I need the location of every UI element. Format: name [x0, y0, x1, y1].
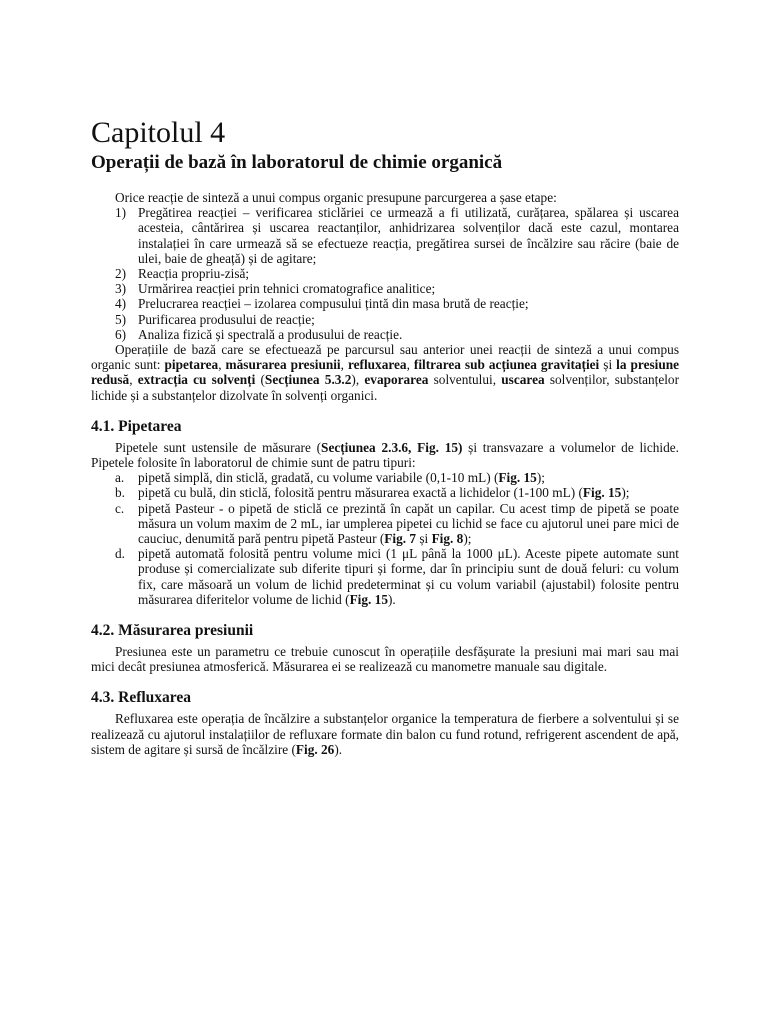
stages-list — [91, 205, 679, 342]
pipetarea-paragraph: Pipetele sunt ustensile de măsurare (Secțiunea 2.3.6, Fig. 15) și transvazare a volumelor de lichide. Pipetele folosite în laboratorul de chimie sunt de patru tipuri: — [91, 439, 679, 471]
list-item: a. pipetă simplă, din sticlă, gradată, cu volume variabile (0,1-10 mL) (Fig. 15); — [115, 470, 545, 486]
chapter-title: Operații de bază în laboratorul de chimie organică — [91, 152, 503, 173]
chapter-label: Capitolul 4 — [91, 116, 226, 149]
presiune-paragraph: Presiunea este un parametru ce trebuie cunoscut în operațiile desfășurate la presiuni mai mari sau mai mici decât presiunea atmosferică. Măsurarea ei se realizează cu manometre manuale sau digitale. — [91, 644, 679, 675]
document-page — [91, 116, 679, 757]
refluxare-paragraph: Refluxarea este operația de încălzire a substanțelor organice la temperatura de fierbere a solventului și se realizează cu ajutorul instalațiilor de refluxare formate din balon cu fund rotund, refrigerent ascendent de apă, sistem de agitare și sursă de încălzire (Fig. 26). — [91, 711, 679, 757]
list-item: c. pipetă Pasteur - o pipetă de sticlă ce prezintă în capăt un capilar. Cu acest timp de pipetă se poate măsura un volum maxim de 2 mL, iar umplerea pipetei cu lichid se face cu ajutorul unei pare mici de cauciuc, denumită pară pentru pipetă Pasteur (Fig. 7 și Fig. 8); — [115, 500, 679, 547]
list-item: 5) Purificarea produsului de reacție; — [115, 311, 315, 327]
list-item: 6) Analiza fizică și spectrală a produsului de reacție. — [115, 326, 403, 342]
list-item: b. pipetă cu bulă, din sticlă, folosită pentru măsurarea exactă a lichidelor (1-100 mL) (Fig. 15); — [115, 485, 630, 501]
list-item: 1) Pregătirea reacției – verificarea sticlăriei ce urmează a fi utilizată, curățarea, spălarea și uscarea acesteia, cântărirea și uscarea reactanților, anhidrizarea solvenților dacă este cazul, montarea instalației în care urmează să se efectueze reacția, pregătirea sursei de încălzire sau răcire (baie de ulei, baie de gheață) și de agitare; — [115, 205, 679, 266]
intro-paragraph: Orice reacție de sinteză a unui compus organic presupune parcurgerea a șase etape: — [115, 190, 557, 205]
list-item: 2) Reacția propriu-zisă; — [115, 266, 250, 282]
pipette-types-list — [91, 470, 679, 607]
operations-paragraph: Operațiile de bază care se efectuează pe parcursul sau anterior unei reacții de sinteză a unui compus organic sunt: pipetarea, măsurarea presiunii, refluxarea, filtrarea sub acțiunea gravitației și la presiune redusă, extracția cu solvenți (Secțiunea 5.3.2), evaporarea solventului, uscarea solvenților, substanțelor lichide și a substanțelor dizolvate în solvenți organici. — [91, 342, 680, 403]
list-item: 3) Urmărirea reacției prin tehnici cromatografice analitice; — [115, 281, 436, 297]
section-heading-presiune: 4.2. Măsurarea presiunii — [91, 622, 254, 640]
list-item: 4) Prelucrarea reacției – izolarea compusului țintă din masa brută de reacție; — [115, 296, 529, 312]
section-heading-refluxare: 4.3. Refluxarea — [91, 689, 192, 707]
list-item: d. pipetă automată folosită pentru volume mici (1 μL până la 1000 μL). Aceste pipete automate sunt produse și comercializate sub diferite tipuri și forme, dar în principiu sunt de două feluri: cu volum fix, care măsoară un volum de lichid predeterminat și cu volum variabil (ajustabil) folosite pentru măsurarea diferitelor volume de lichid (Fig. 15). — [115, 546, 679, 607]
section-heading-pipetarea: 4.1. Pipetarea — [91, 417, 182, 435]
